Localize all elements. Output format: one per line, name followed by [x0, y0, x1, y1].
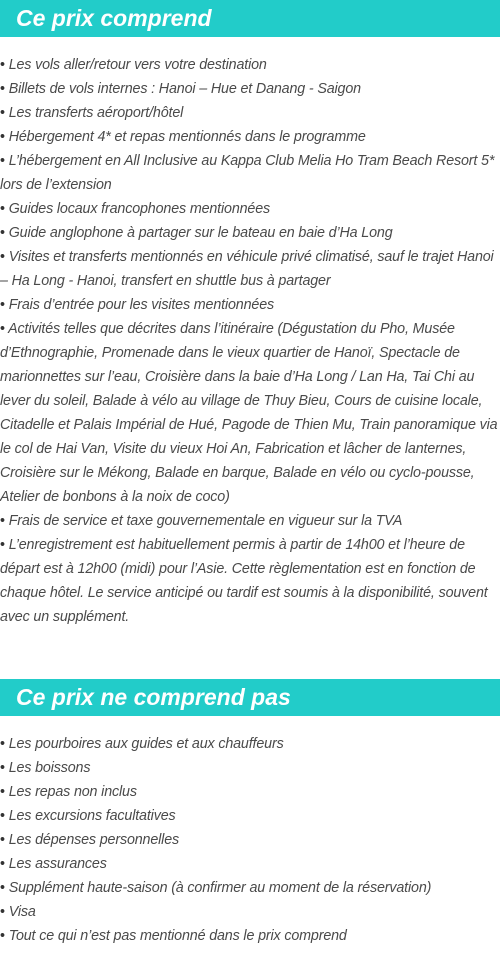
list-item — [0, 317, 500, 509]
bullet-icon: • — [0, 297, 5, 313]
section-header-excludes: Ce prix ne comprend pas — [0, 679, 500, 716]
bullet-icon: • — [0, 928, 5, 944]
bullet-icon: • — [0, 856, 5, 872]
list-item-text: Les boissons — [8, 760, 91, 776]
list-item — [0, 125, 500, 149]
bullet-icon: • — [0, 321, 5, 337]
bullet-icon: • — [0, 760, 5, 776]
list-item-text: Les assurances — [8, 856, 107, 872]
bullet-icon: • — [0, 81, 5, 97]
list-item — [0, 924, 500, 948]
list-item — [0, 828, 500, 852]
list-item — [0, 149, 500, 197]
bullet-icon: • — [0, 736, 5, 752]
list-item-text: Les pourboires aux guides et aux chauffeurs — [8, 736, 284, 752]
list-item — [0, 732, 500, 756]
list-item — [0, 293, 500, 317]
bullet-icon: • — [0, 784, 5, 800]
bullet-icon: • — [0, 880, 5, 896]
bullet-icon: • — [0, 249, 5, 265]
list-item — [0, 804, 500, 828]
bullet-icon: • — [0, 537, 5, 553]
bullet-icon: • — [0, 808, 5, 824]
list-item — [0, 245, 500, 293]
list-item-text: Visa — [8, 904, 36, 920]
list-item-text: Frais de service et taxe gouvernementale en vigueur sur la TVA — [8, 513, 403, 529]
list-item — [0, 221, 500, 245]
list-item-text: Visites et transferts mentionnés en véhicule privé climatisé, sauf le trajet Hanoi – Ha Long - Hanoi, transfert en shuttle bus à partager — [0, 249, 494, 289]
list-item — [0, 101, 500, 125]
bullet-icon: • — [0, 904, 5, 920]
list-item-text: Guides locaux francophones mentionnées — [8, 201, 271, 217]
list-item — [0, 876, 500, 900]
bullet-icon: • — [0, 225, 5, 241]
list-item-text: Les transferts aéroport/hôtel — [8, 105, 184, 121]
bullet-icon: • — [0, 57, 5, 73]
list-item — [0, 900, 500, 924]
bullet-icon: • — [0, 153, 5, 169]
list-item — [0, 780, 500, 804]
list-item-text: Les dépenses personnelles — [8, 832, 180, 848]
list-item-text: Billets de vols internes : Hanoi – Hue et Danang - Saigon — [8, 81, 361, 97]
bullet-icon: • — [0, 201, 5, 217]
list-item-text: Les repas non inclus — [8, 784, 137, 800]
list-item — [0, 53, 500, 77]
list-item — [0, 852, 500, 876]
section-header-includes: Ce prix comprend — [0, 0, 500, 37]
bullet-icon: • — [0, 105, 5, 121]
list-item-text: Guide anglophone à partager sur le bateau en baie d’Ha Long — [8, 225, 393, 241]
list-item-text: Supplément haute-saison (à confirmer au moment de la réservation) — [8, 880, 432, 896]
list-item-text: Hébergement 4* et repas mentionnés dans le programme — [8, 129, 366, 145]
list-item — [0, 756, 500, 780]
list-item-text: Activités telles que décrites dans l’itinéraire (Dégustation du Pho, Musée d’Ethnographie, Promenade dans le vieux quartier de Hanoï, Spectacle de marionnettes sur l’eau, Croisière dans la baie d’Ha Long / Lan Ha, Tai Chi au lever du soleil, Balade à vélo au village de Thuy Bieu, Cours de cuisine locale, Citadelle et Palais Impérial de Hué, Pagode de Thien Mu, Train panoramique via le col de Hai Van, Visite du vieux Hoi An, Fabrication et lâcher de lanternes, Croisière sur le Mékong, Balade en barque, Balade en vélo ou cyclo-pousse, Atelier de bonbons à la noix de coco) — [0, 321, 498, 505]
list-item — [0, 509, 500, 533]
list-item — [0, 77, 500, 101]
list-item — [0, 197, 500, 221]
excludes-list — [0, 732, 500, 948]
list-item-text: L’hébergement en All Inclusive au Kappa Club Melia Ho Tram Beach Resort 5* lors de l’extension — [0, 153, 495, 193]
bullet-icon: • — [0, 129, 5, 145]
list-item-text: Tout ce qui n’est pas mentionné dans le prix comprend — [8, 928, 347, 944]
list-item-text: Les excursions facultatives — [8, 808, 176, 824]
bullet-icon: • — [0, 513, 5, 529]
list-item — [0, 533, 500, 629]
list-item-text: Les vols aller/retour vers votre destination — [8, 57, 267, 73]
bullet-icon: • — [0, 832, 5, 848]
list-item-text: L’enregistrement est habituellement permis à partir de 14h00 et l’heure de départ est à 12h00 (midi) pour l’Asie. Cette règlementation est en fonction de chaque hôtel. Le service anticipé ou tardif est soumis à la disponibilité, souvent avec un supplément. — [0, 537, 488, 625]
list-item-text: Frais d’entrée pour les visites mentionnées — [8, 297, 275, 313]
includes-list — [0, 53, 500, 629]
